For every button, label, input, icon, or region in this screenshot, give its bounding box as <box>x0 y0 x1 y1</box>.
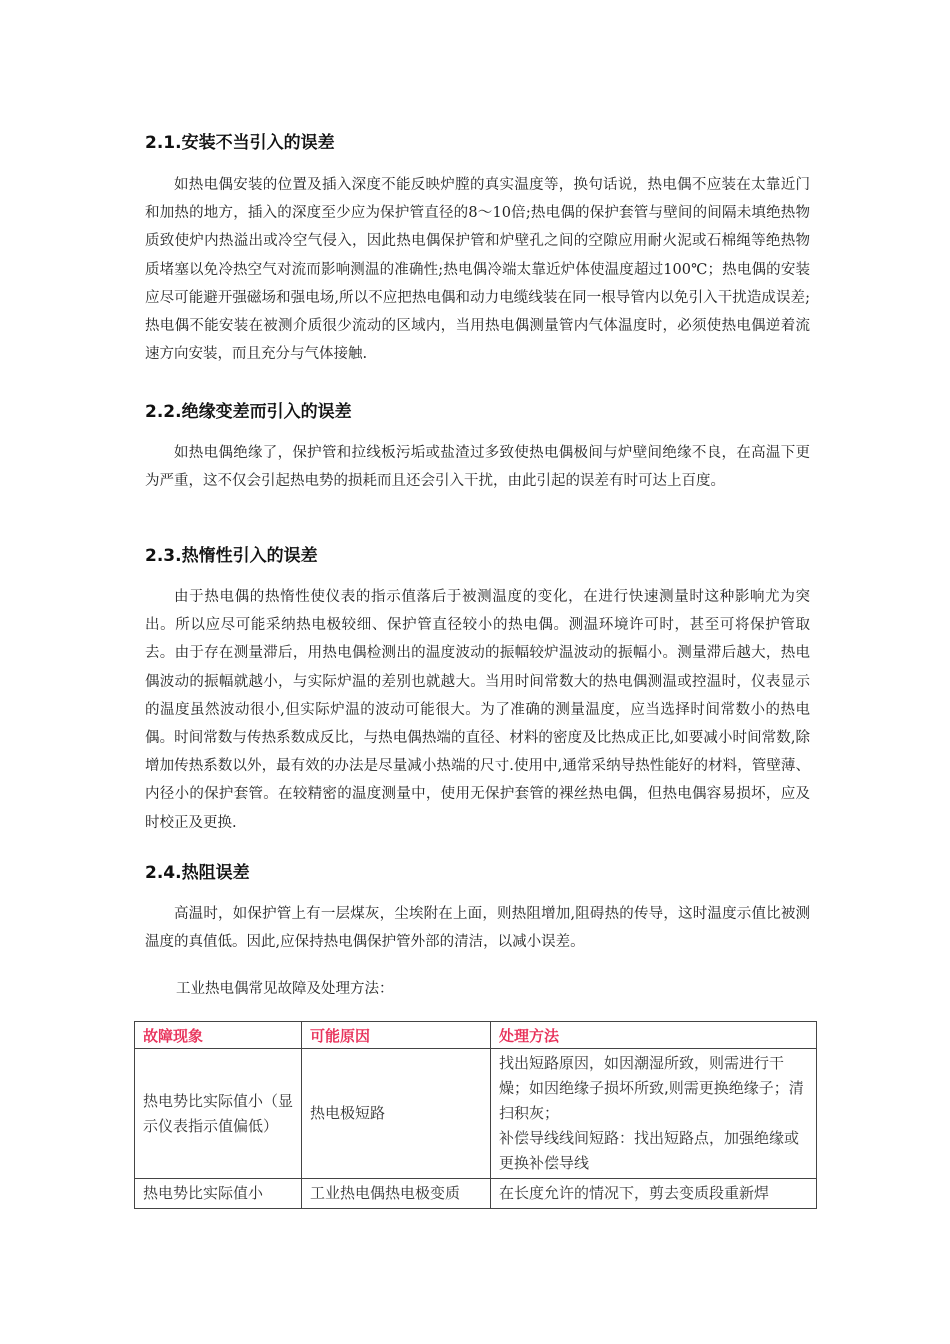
symptom-cell: 热电势比实际值小 <box>135 1179 302 1209</box>
section-heading: 2.1.安装不当引入的误差 <box>145 133 335 153</box>
fault-table <box>134 1021 817 1209</box>
cause-cell: 工业热电偶热电极变质 <box>302 1179 491 1209</box>
section-heading: 2.2.绝缘变差而引入的误差 <box>145 402 352 422</box>
section-paragraph: 高温时，如保护管上有一层煤灰，尘埃附在上面，则热阻增加,阻碍热的传导，这时温度示值比被测温度的真值低。因此,应保持热电偶保护管外部的清洁，以减小误差。 <box>145 906 810 951</box>
cause-cell: 热电极短路 <box>302 1049 491 1179</box>
column-header: 可能原因 <box>302 1022 491 1049</box>
table-row <box>135 1049 817 1179</box>
section-heading: 2.4.热阻误差 <box>145 863 250 883</box>
fix-text: 补偿导线线间短路：找出短路点，加强绝缘或更换补偿导线 <box>499 1129 800 1172</box>
fix-text: 找出短路原因，如因潮湿所致，则需进行干燥；如因绝缘子损坏所致,则需更换绝缘子；清扫积灰； <box>499 1054 804 1122</box>
section-heading: 2.3.热惰性引入的误差 <box>145 546 318 566</box>
section-paragraph: 由于热电偶的热惰性使仪表的指示值落后于被测温度的变化，在进行快速测量时这种影响尤为突出。所以应尽可能采纳热电极较细、保护管直径较小的热电偶。测温环境许可时，甚至可将保护管取去。由于存在测量滞后，用热电偶检测出的温度波动的振幅较炉温波动的振幅小。测量滞后越大，热电偶波动的振幅就越小，与实际炉温的差别也就越大。当用时间常数大的热电偶测温或控温时，仪表显示的温度虽然波动很小,但实际炉温的波动可能很大。为了准确的测量温度，应当选择时间常数小的热电偶。时间常数与传热系数成反比，与热电偶热端的直径、材料的密度及比热成正比,如要减小时间常数,除增加传热系数以外，最有效的办法是尽量减小热端的尺寸.使用中,通常采纳导热性能好的材料，管壁薄、内径小的保护套管。在较精密的温度测量中，使用无保护套管的裸丝热电偶，但热电偶容易损坏，应及时校正及更换. <box>145 589 810 831</box>
table-row <box>135 1179 817 1209</box>
table-intro: 工业热电偶常见故障及处理方法： <box>176 981 394 997</box>
section-paragraph: 如热电偶绝缘了，保护管和拉线板污垢或盐渣过多致使热电偶极间与炉壁间绝缘不良，在高温下更为严重，这不仅会引起热电势的损耗而且还会引入干扰，由此引起的误差有时可达上百度。 <box>145 445 810 490</box>
column-header: 处理方法 <box>491 1022 817 1049</box>
section-paragraph: 如热电偶安装的位置及插入深度不能反映炉膛的真实温度等，换句话说，热电偶不应装在太靠近门和加热的地方，插入的深度至少应为保护管直径的8～10倍;热电偶的保护套管与壁间的间隔未填绝热物质致使炉内热溢出或冷空气侵入，因此热电偶保护管和炉壁孔之间的空隙应用耐火泥或石棉绳等绝热物质堵塞以免冷热空气对流而影响测温的准确性;热电偶冷端太靠近炉体使温度超过100℃；热电偶的安装应尽可能避开强磁场和强电场,所以不应把热电偶和动力电缆线装在同一根导管内以免引入干扰造成误差;热电偶不能安装在被测介质很少流动的区域内，当用热电偶测量管内气体温度时，必须使热电偶逆着流速方向安装，而且充分与气体接触. <box>145 177 810 363</box>
fix-cell <box>491 1049 817 1179</box>
fix-cell: 在长度允许的情况下，剪去变质段重新焊 <box>491 1179 817 1209</box>
column-header: 故障现象 <box>135 1022 302 1049</box>
table-header-row <box>135 1022 817 1049</box>
symptom-cell: 热电势比实际值小（显示仪表指示值偏低） <box>135 1049 302 1179</box>
